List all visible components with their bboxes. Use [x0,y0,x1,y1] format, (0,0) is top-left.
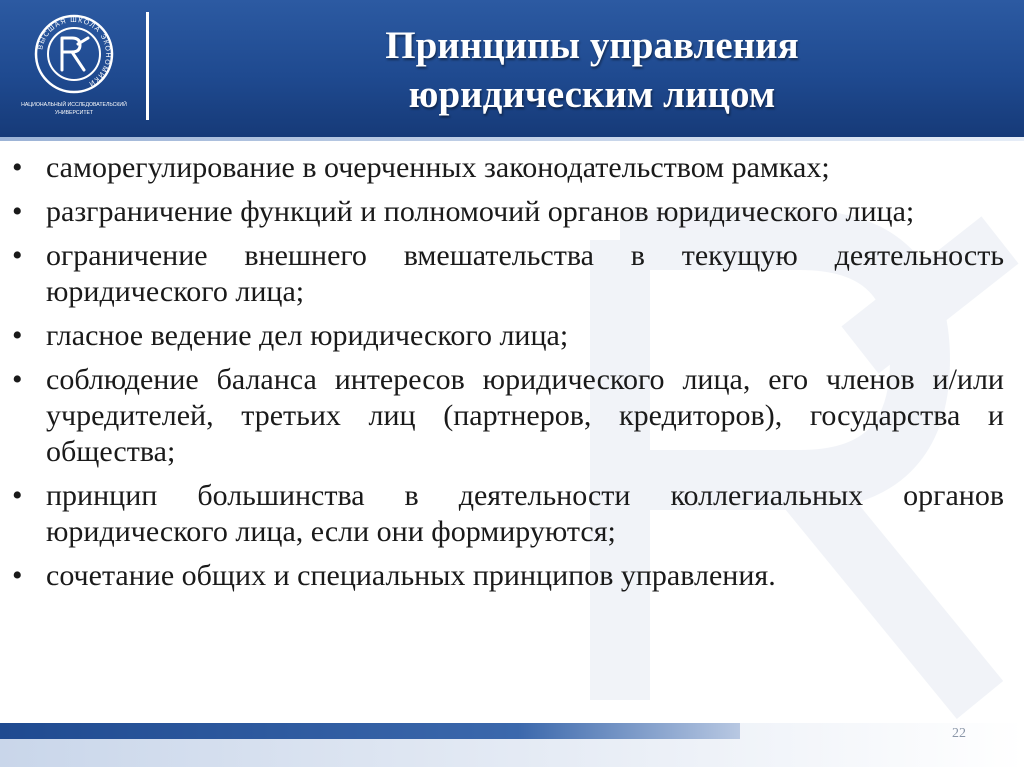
principles-list [10,150,1004,594]
logo-subtitle-line1: НАЦИОНАЛЬНЫЙ ИССЛЕДОВАТЕЛЬСКИЙ [21,102,127,108]
page-title [160,10,1024,130]
list-item [10,150,1004,186]
logo-subtitle-line2: УНИВЕРСИТЕТ [54,110,94,116]
page-number: 22 [952,726,966,741]
list-item-text: ограничение внешнего вмешательства в текущую деятельность юридического лица; [46,239,1004,308]
list-item [10,238,1004,310]
bullet-marker: • [12,239,23,272]
title-line-1: Принципы управления [385,24,799,67]
list-item-text: соблюдение баланса интересов юридического лица, его членов и/или учредителей, третьих лиц (партнеров, кредиторов), государства и общества; [46,363,1004,468]
list-item-text: принцип большинства в деятельности коллегиальных органов юридического лица, если они формируются; [46,479,1004,548]
list-item [10,362,1004,470]
bullet-marker: • [12,363,23,396]
principles-list-container [10,150,1004,602]
list-item [10,194,1004,230]
list-item [10,318,1004,354]
list-item [10,558,1004,594]
bullet-marker: • [12,195,23,228]
list-item-text: гласное ведение дел юридического лица; [46,319,569,352]
list-item-text: саморегулирование в очерченных законодательством рамках; [46,151,830,184]
bullet-marker: • [12,319,23,352]
title-line-2: юридическим лицом [408,73,776,116]
logo-ring-text: ВЫСШАЯ ШКОЛА ЭКОНОМИКИ [37,16,112,88]
list-item-text: разграничение функций и полномочий органов юридического лица; [46,195,915,228]
bullet-marker: • [12,559,23,592]
bullet-marker: • [12,151,23,184]
list-item-text: сочетание общих и специальных принципов управления. [46,559,776,592]
list-item [10,478,1004,550]
header-underline [0,137,1024,141]
bullet-marker: • [12,479,23,512]
hse-logo-icon [18,8,130,120]
logo-divider [146,12,149,120]
footer-stripe [0,723,740,739]
